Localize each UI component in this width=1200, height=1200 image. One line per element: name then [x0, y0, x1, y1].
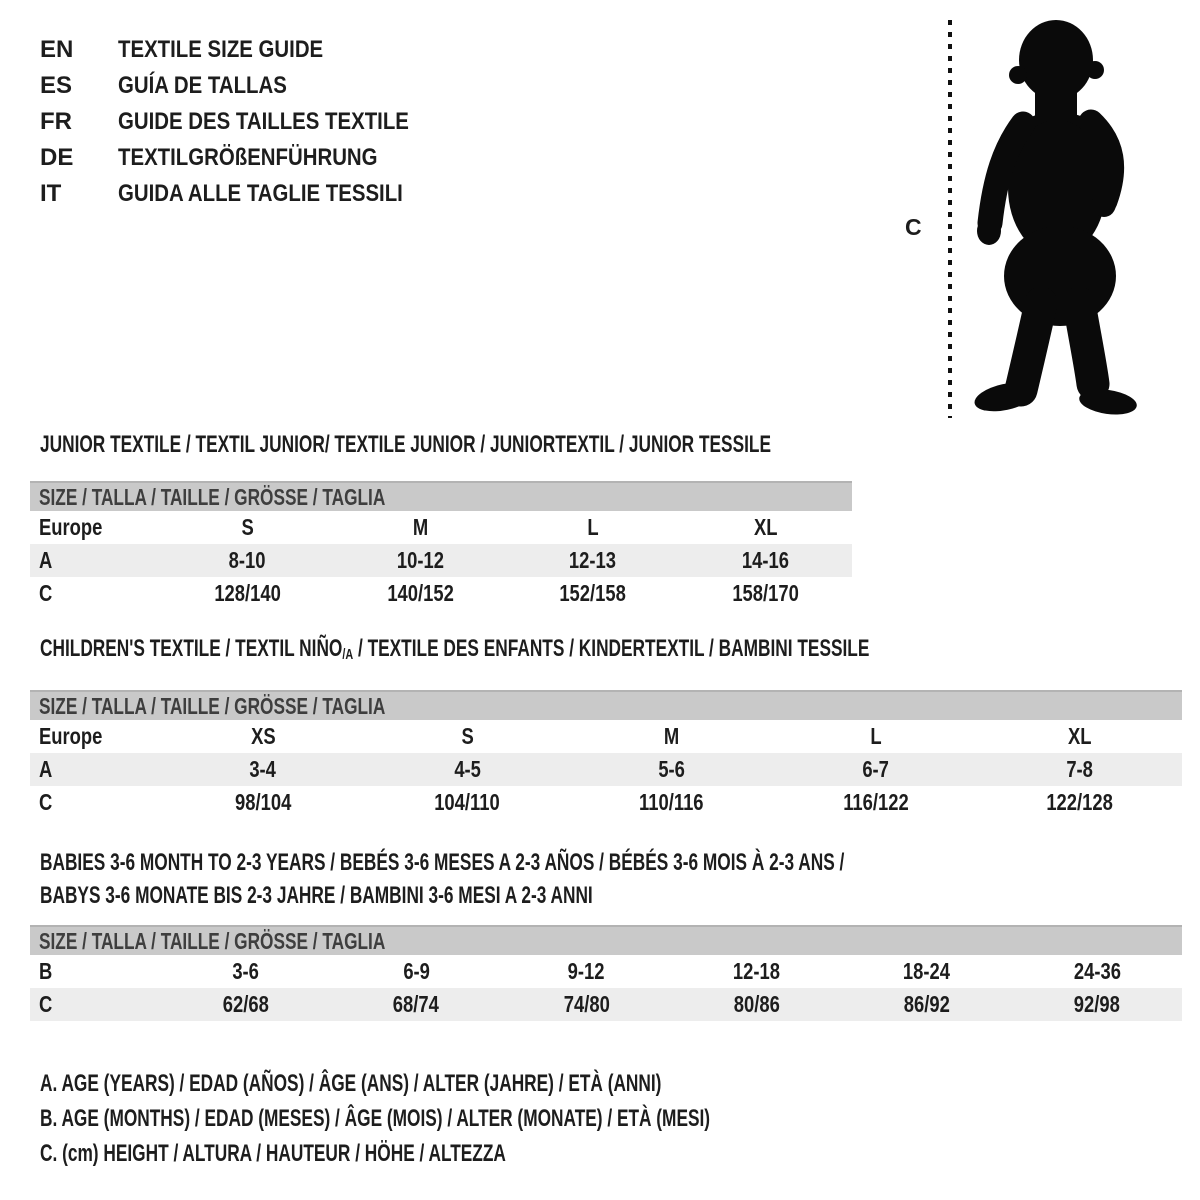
section-title-children: CHILDREN'S TEXTILE / TEXTIL NIÑO/A / TEXTILE DES ENFANTS / KINDERTEXTIL / BAMBINI TESSILE [40, 635, 870, 663]
legend-line-a: A. AGE (YEARS) / EDAD (AÑOS) / ÂGE (ANS) / ALTER (JAHRE) / ETÀ (ANNI) [40, 1069, 662, 1097]
language-title: GUIDE DES TAILLES TEXTILE [118, 108, 409, 135]
table-row: B 3-6 6-9 9-12 12-18 18-24 24-36 [39, 958, 1121, 984]
row-label: C [39, 789, 53, 815]
row-label: A [39, 547, 53, 573]
language-code: ES [40, 72, 73, 99]
children-size-table [30, 690, 1182, 819]
legend-line-c: C. (cm) HEIGHT / ALTURA / HAUTEUR / HÖHE / ALTEZZA [40, 1139, 506, 1167]
table-row: C 62/68 68/74 74/80 80/86 86/92 92/98 [30, 988, 1182, 1021]
row-label: C [39, 991, 53, 1017]
junior-size-table [30, 481, 852, 610]
measurement-legend [40, 1066, 971, 1171]
table-row: C 98/104 104/110 110/116 116/122 122/128 [39, 789, 1114, 815]
language-code: FR [40, 108, 72, 135]
row-label: Europe [39, 723, 103, 749]
language-title: TEXTILE SIZE GUIDE [118, 36, 324, 63]
section-title-junior: JUNIOR TEXTILE / TEXTIL JUNIOR/ TEXTILE JUNIOR / JUNIORTEXTIL / JUNIOR TESSILE [40, 431, 771, 458]
language-code: EN [40, 36, 74, 63]
row-label: B [39, 958, 53, 984]
table-row: Europe S M L XL [39, 514, 778, 540]
row-label: Europe [39, 514, 103, 540]
size-header-bar: SIZE / TALLA / TAILLE / GRÖSSE / TAGLIA [30, 481, 852, 511]
row-label: A [39, 756, 53, 782]
table-row: A 8-10 10-12 12-13 14-16 [30, 544, 852, 577]
toddler-silhouette [972, 20, 1138, 418]
size-header-bar: SIZE / TALLA / TAILLE / GRÖSSE / TAGLIA [30, 690, 1182, 720]
height-measure-label: C [905, 214, 922, 240]
language-title: GUIDA ALLE TAGLIE TESSILI [118, 180, 403, 207]
language-title: TEXTILGRÖßENFÜHRUNG [118, 144, 378, 171]
language-code: DE [40, 144, 74, 171]
row-label: C [39, 580, 53, 606]
table-row: C 128/140 140/152 152/158 158/170 [39, 580, 799, 606]
language-code: IT [40, 180, 62, 207]
language-row [40, 32, 460, 68]
table-row: A 3-4 4-5 5-6 6-7 7-8 [30, 753, 1182, 786]
table-row: Europe XS S M L XL [39, 723, 1092, 749]
language-row [40, 104, 460, 140]
legend-line-b: B. AGE (MONTHS) / EDAD (MESES) / ÂGE (MOIS) / ALTER (MONATE) / ETÀ (MESI) [40, 1104, 711, 1132]
section-title-babies: BABIES 3-6 MONTH TO 2-3 YEARS / BEBÉS 3-6 MESES A 2-3 AÑOS / BÉBÉS 3-6 MOIS À 2-3 ANS / BABYS 3-6 MONATE BIS 2-3 JAHRE / BAMBINI 3-6 MESI A 2-3 ANNI [40, 849, 845, 909]
size-header-bar: SIZE / TALLA / TAILLE / GRÖSSE / TAGLIA [30, 925, 1182, 955]
babies-size-table [30, 925, 1182, 1021]
language-row [40, 68, 460, 104]
language-row [40, 140, 460, 176]
language-row [40, 176, 460, 212]
language-title: GUÍA DE TALLAS [118, 72, 287, 99]
language-title-list [40, 32, 460, 212]
